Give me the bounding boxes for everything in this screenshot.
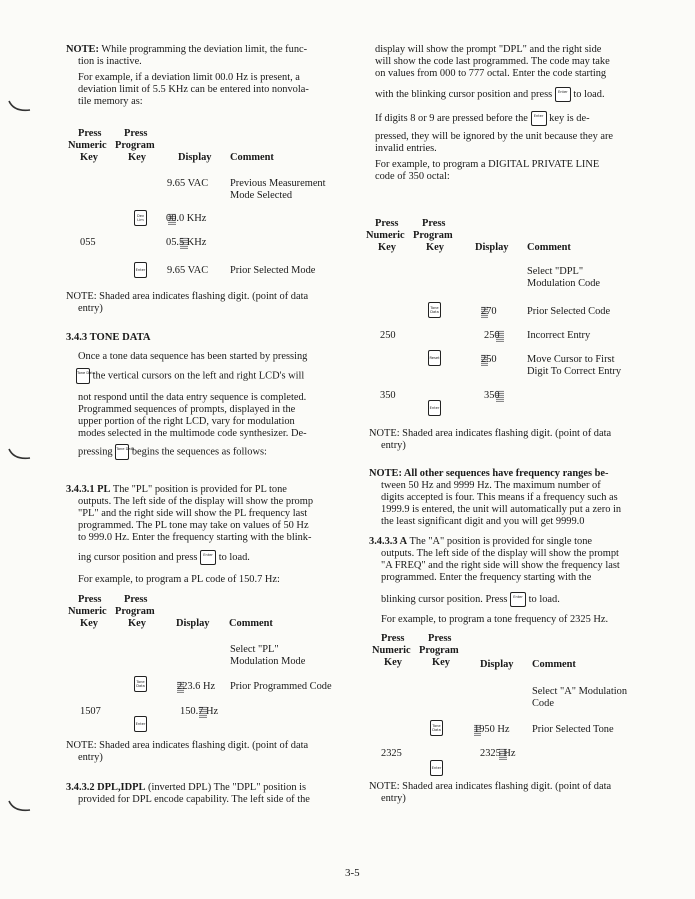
display-value: 250 [481,354,497,365]
display-value: 270 [481,306,497,317]
enter-key-icon: Enter [428,400,441,416]
table-header: Key [128,618,146,629]
body-line: Tone Data the vertical cursors on the left and right LCD's will [76,368,304,384]
body-line: programmed. The PL tone may take on values of 50 Hz [78,520,309,531]
comment: Select "A" Modulation [532,686,628,697]
intro-example-line: tile memory as: [78,96,143,107]
comment: Move Cursor to First [527,354,615,365]
display-value: 1950 Hz [474,724,510,735]
table-header: Press [381,633,405,644]
table-header: Program [413,230,453,241]
table-header: Press [422,218,446,229]
body-line: pressed, they will be ignored by the unit because they are [375,131,614,142]
table-header: Key [128,152,146,163]
comment: Modulation Mode [230,656,306,667]
comment: Digit To Correct Entry [527,366,622,377]
body-line: to 999.0 Hz. Enter the frequency starting with the blink- [78,532,312,543]
enter-key-icon: Enter [555,87,571,102]
comment: Select "PL" [230,644,279,655]
shading-note-line: entry) [381,793,406,804]
numeric-key-value: 2325 [381,748,402,759]
binder-hole-mark [8,100,32,114]
enter-key-icon: Enter [510,592,526,607]
shading-note-line: entry) [381,440,406,451]
shading-note: NOTE: Shaded area indicates flashing digit. (point of data [369,781,612,792]
display-value: 350 [484,390,500,403]
tone-data-key-icon: Tone Data [430,720,443,736]
table-header: Numeric [68,606,107,617]
dpl-paragraph: 3.4.3.2 DPL,IDPL (inverted DPL) The "DPL" position is [66,782,307,793]
table-header: Program [115,606,155,617]
note-line: the least significant digit and you will get 9999.0 [381,516,585,527]
tone-data-key-icon: Tone Data [428,302,441,318]
tone-data-key-icon: Tone Data [115,444,129,460]
table-header: Press [78,128,102,139]
body-line: code of 350 octal: [375,171,450,182]
numeric-key-value: 350 [380,390,396,401]
shading-note-line: entry) [78,752,103,763]
table-header: Comment [527,242,571,253]
dev-lim-key-icon: Dev Lim [134,210,147,226]
display-value: 9.65 VAC [167,265,209,276]
table-header: Key [426,242,444,253]
display-value: 223.6 Hz [177,681,216,692]
note-paragraph: NOTE: All other sequences have frequency ranges be- [369,468,609,479]
body-line: invalid entries. [375,143,437,154]
table-header: Display [480,659,514,670]
body-line: not respond until the data entry sequence is completed. [78,392,307,403]
table-header: Comment [532,659,576,670]
table-header: Numeric [68,140,107,151]
tone-data-key-icon: Tone Data [134,676,147,692]
table-header: Comment [230,152,274,163]
table-header: Key [432,657,450,668]
table-header: Key [384,657,402,668]
shading-note: NOTE: Shaded area indicates flashing digit. (point of data [66,740,309,751]
comment: Prior Programmed Code [230,681,332,692]
table-header: Display [176,618,210,629]
intro-example-line: deviation limit of 5.5 KHz can be entered into nonvola- [78,84,309,95]
body-line: outputs. The left side of the display will show the promp [78,496,314,507]
comment: Prior Selected Code [527,306,611,317]
page-number: 3-5 [345,867,360,879]
intro-note: NOTE: While programming the deviation limit, the func- [66,44,308,55]
body-line: provided for DPL encode capability. The left side of the [78,794,310,805]
comment: Previous Measurement [230,178,326,189]
body-line: "A FREQ" and the right side will show the frequency last [381,560,620,571]
body-line: programmed. Enter the frequency starting with the [381,572,592,583]
body-line: For example, to program a DIGITAL PRIVATE LINE [375,159,600,170]
comment: Modulation Code [527,278,601,289]
enter-key-icon: Enter [134,262,147,278]
section-heading-tone-data: 3.4.3 TONE DATA [66,332,151,343]
table-header: Press [428,633,452,644]
shading-note: NOTE: Shaded area indicates flashing digit. (point of data [66,291,309,302]
intro-note-line: tion is inactive. [78,56,142,67]
enter-key-icon: Enter [134,716,147,732]
table-header: Key [80,618,98,629]
body-line: For example, to program a tone frequency of 2325 Hz. [381,614,609,625]
binder-hole-mark [8,448,32,462]
shading-note: NOTE: Shaded area indicates flashing digit. (point of data [369,428,612,439]
comment: Select "DPL" [527,266,584,277]
table-header: Press [78,594,102,605]
body-line: will show the code last programmed. The code may take [375,56,610,67]
display-value: 00.0 KHz [166,213,207,224]
reset-key-icon: Reset [428,350,441,366]
enter-key-icon: Enter [200,550,216,565]
body-line: on values from 000 to 777 octal. Enter the code starting [375,68,607,79]
numeric-key-value: 250 [380,330,396,341]
table-header: Press [375,218,399,229]
comment: Mode Selected [230,190,293,201]
note-line: 1999.9 is entered, the unit will automatically put a zero in [381,504,622,515]
table-header: Display [475,242,509,253]
body-line: blinking cursor position. Press Enter to load. [381,592,560,607]
table-header: Key [378,242,396,253]
pl-paragraph: 3.4.3.1 PL The "PL" position is provided for PL tone [66,484,287,495]
display-value: 2325 Hz [480,748,516,759]
body-line: ing cursor position and press Enter to load. [78,550,250,565]
table-header: Press [124,128,148,139]
table-header: Display [178,152,212,163]
table-header: Key [80,152,98,163]
tone-data-key-icon: Tone Data [76,368,90,384]
display-value: 150.7 Hz [180,706,219,717]
binder-hole-mark [8,800,32,814]
numeric-key-value: 1507 [80,706,101,717]
note-line: tween 50 Hz and 9999 Hz. The maximum number of [381,480,601,491]
enter-key-icon: Enter [430,760,443,776]
comment: Prior Selected Mode [230,265,316,276]
body-line: For example, to program a PL code of 150.7 Hz: [78,574,280,585]
enter-key-icon: Enter [531,111,547,126]
display-value: 9.65 VAC [167,178,209,189]
body-line: outputs. The left side of the display will show the prompt [381,548,619,559]
body-line: upper portion of the right LCD, vary for modulation [78,416,295,427]
table-header: Numeric [366,230,405,241]
body-line: Programmed sequences of prompts, displayed in the [78,404,296,415]
numeric-key-value: 055 [80,237,96,248]
note-line: digits accepted is four. This means if a frequency such as [381,492,618,503]
body-line: "PL" and the right side will show the PL frequency last [78,508,308,519]
comment: Prior Selected Tone [532,724,614,735]
table-header: Program [115,140,155,151]
body-line: modes selected in the multimode code synthesizer. De- [78,428,307,439]
table-header: Press [124,594,148,605]
intro-example-line: For example, if a deviation limit 00.0 Hz is present, a [78,72,300,83]
table-header: Comment [229,618,273,629]
display-value: 250 [484,330,500,343]
body-line: display will show the prompt "DPL" and the right side [375,44,602,55]
shading-note-line: entry) [78,303,103,314]
comment: Code [532,698,554,709]
body-line: pressing Tone Data begins the sequences as follows: [78,444,267,460]
body-line: with the blinking cursor position and press Enter to load. [375,87,605,102]
display-value: 05.5 KHz [166,237,207,248]
a-paragraph: 3.4.3.3 A The "A" position is provided for single tone [369,536,593,547]
table-header: Numeric [372,645,411,656]
body-line: Once a tone data sequence has been started by pressing [78,351,308,362]
comment: Incorrect Entry [527,330,591,341]
body-line: If digits 8 or 9 are pressed before the Enter key is de- [375,111,590,126]
table-header: Program [419,645,459,656]
